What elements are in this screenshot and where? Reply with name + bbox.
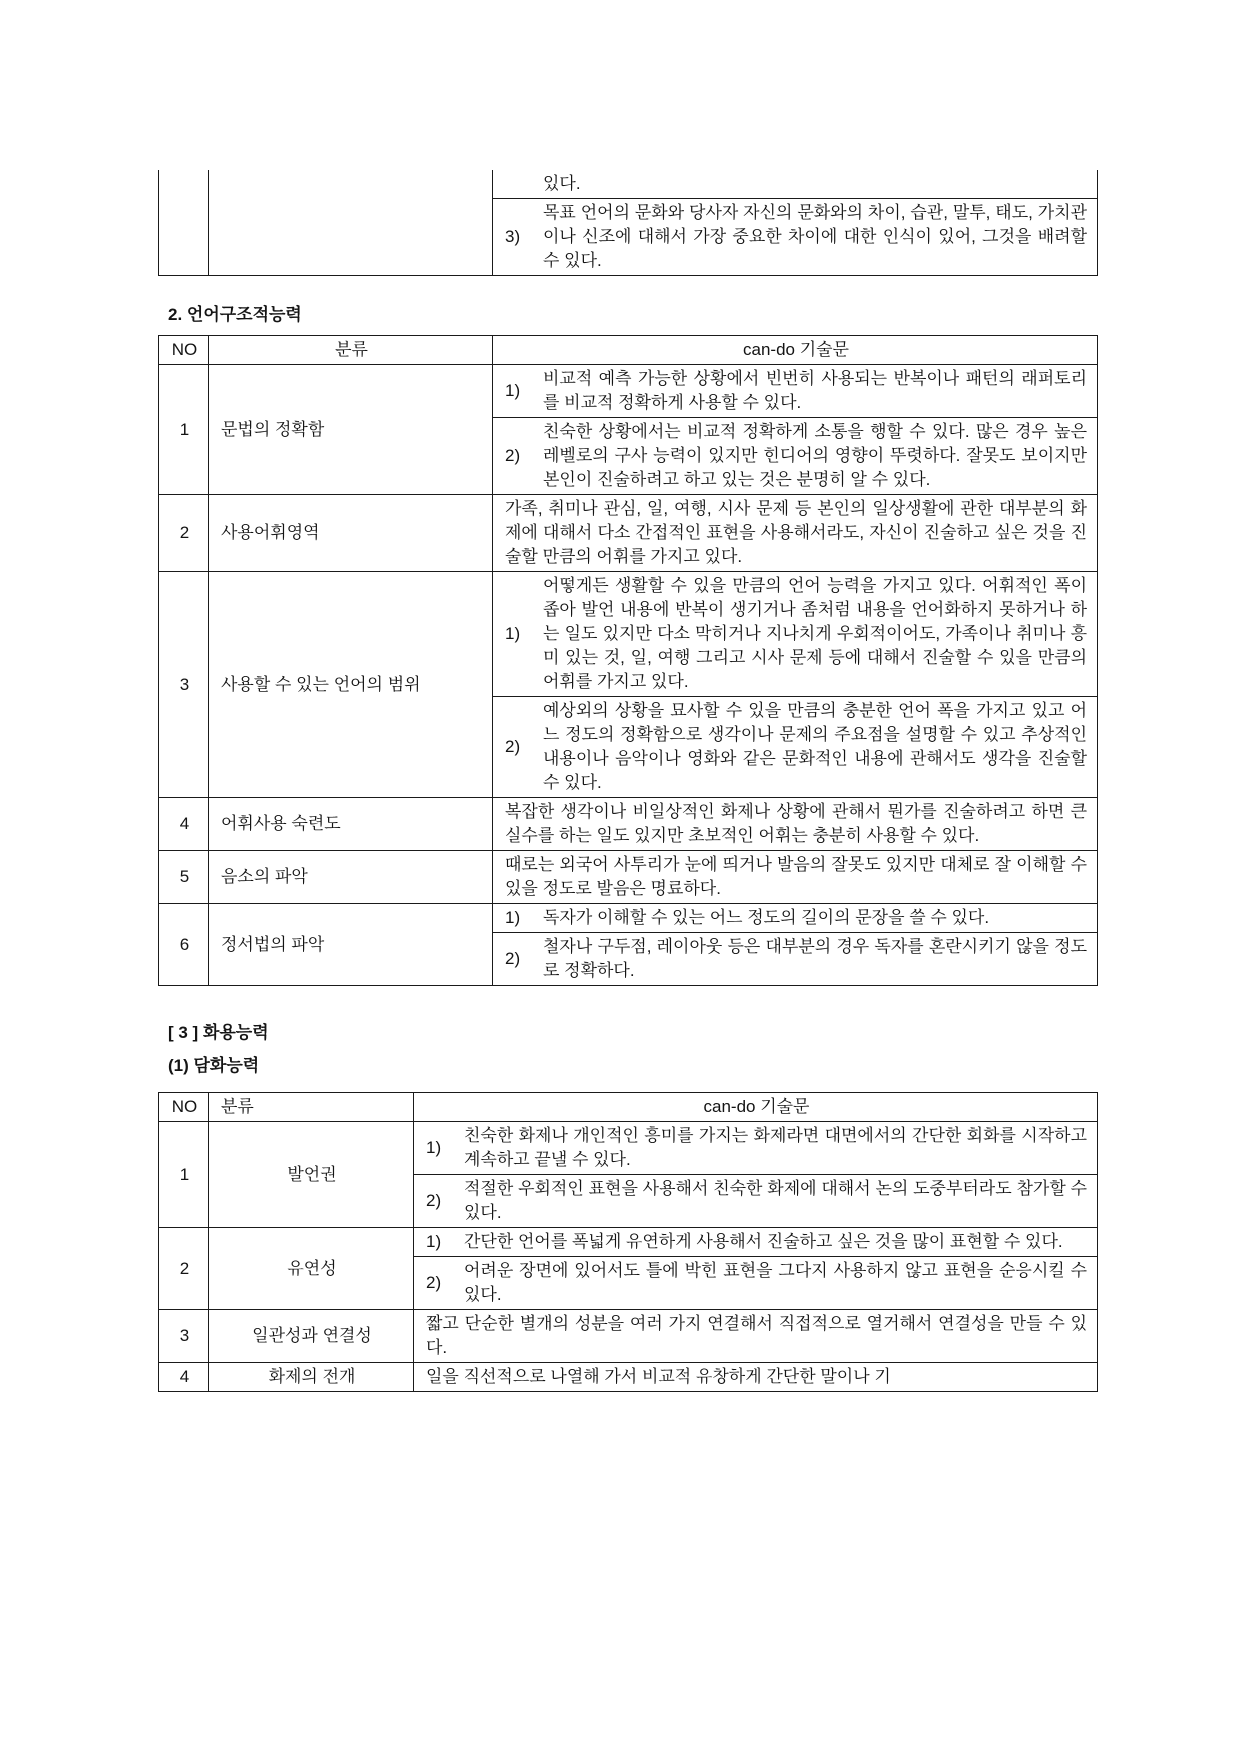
table-row: [159, 904, 1098, 933]
linguistic-structure-table: [158, 335, 1098, 986]
category-cell: 유연성: [209, 1228, 414, 1310]
table-row: [159, 851, 1098, 904]
cando-cell: [493, 933, 1098, 986]
row-number-cell: 5: [159, 851, 209, 904]
cando-cell: [414, 1363, 1098, 1392]
item-number: 2): [505, 446, 521, 465]
row-number-cell: 1: [159, 365, 209, 495]
table-row: [159, 495, 1098, 572]
category-cell: 음소의 파악: [209, 851, 493, 904]
cando-item: [505, 906, 1087, 930]
category-cell: 문법의 정확함: [209, 365, 493, 495]
cando-cell: [493, 418, 1098, 495]
cando-cell: [414, 1122, 1098, 1175]
top-margin: [158, 0, 1098, 170]
item-text: 독자가 이해할 수 있는 어느 정도의 길이의 문장을 쓸 수 있다.: [543, 908, 990, 927]
cando-cell: [493, 904, 1098, 933]
section-gap: [158, 276, 1098, 302]
table-row: [159, 798, 1098, 851]
item-text: 있다.: [543, 174, 581, 193]
cando-cell: [493, 697, 1098, 798]
cando-cell: [414, 1257, 1098, 1310]
column-header-cando: can-do 기술문: [493, 336, 1098, 365]
category-cell: [209, 170, 493, 276]
item-text: 때로는 외국어 사투리가 눈에 띄거나 발음의 잘못도 있지만 대체로 잘 이해할 수 있을 정도로 발음은 명료하다.: [505, 855, 1087, 898]
item-number: 1): [426, 1138, 442, 1157]
discourse-ability-table: [158, 1092, 1098, 1392]
item-text: 예상외의 상황을 묘사할 수 있을 만큼의 충분한 언어 폭을 가지고 있고 어느 정도의 정확함으로 생각이나 문제의 주요점을 설명할 수 있고 추상적인 내용이나 음악이나 영화와 같은 문화적인 내용에 관해서도 생각을 진술할 수 있다.: [543, 701, 1087, 792]
page-content: [158, 0, 1098, 1392]
item-text: 가족, 취미나 관심, 일, 여행, 시사 문제 등 본인의 일상생활에 관한 대부분의 화제에 대해서 다소 간접적인 표현을 사용해서라도, 자신이 진술하고 싶은 것을 진술할 만큼의 어휘를 가지고 있다.: [505, 499, 1087, 566]
cando-item: [505, 699, 1087, 795]
cando-cell: [414, 1175, 1098, 1228]
cando-cell: [493, 365, 1098, 418]
category-cell: 사용할 수 있는 언어의 범위: [209, 572, 493, 798]
category-cell: 발언권: [209, 1122, 414, 1228]
table-header-row: [159, 336, 1098, 365]
item-text: 짧고 단순한 별개의 성분을 여러 가지 연결해서 직접적으로 열거해서 연결성을 만들 수 있다.: [426, 1314, 1087, 1357]
column-header-no: NO: [159, 336, 209, 365]
row-number-cell: 1: [159, 1122, 209, 1228]
item-number: 1): [426, 1232, 442, 1251]
cando-item: [426, 1259, 1087, 1307]
section-title: [ 3 ] 화용능력: [168, 1023, 269, 1042]
cando-cell: [414, 1228, 1098, 1257]
row-number-cell: 4: [159, 1363, 209, 1392]
item-number: 2): [505, 949, 521, 968]
item-number: 2): [426, 1273, 442, 1292]
row-number-cell: 3: [159, 1310, 209, 1363]
row-number-cell: 3: [159, 572, 209, 798]
row-number-cell: 6: [159, 904, 209, 986]
column-header-cando: can-do 기술문: [414, 1093, 1098, 1122]
item-text: 비교적 예측 가능한 상황에서 빈번히 사용되는 반복이나 패턴의 래퍼토리를 비교적 정확하게 사용할 수 있다.: [543, 369, 1087, 412]
cando-item: [426, 1230, 1087, 1254]
cando-cell: [493, 851, 1098, 904]
cando-item: [505, 420, 1087, 492]
item-text: 친숙한 화제나 개인적인 흥미를 가지는 화제라면 대면에서의 간단한 회화를 시작하고 계속하고 끝낼 수 있다.: [464, 1126, 1087, 1169]
item-text: 일을 직선적으로 나열해 가서 비교적 유창하게 간단한 말이나 기: [426, 1367, 891, 1386]
category-cell: 정서법의 파악: [209, 904, 493, 986]
category-cell: 일관성과 연결성: [209, 1310, 414, 1363]
cando-cell: [414, 1310, 1098, 1363]
column-header-category: 분류: [209, 336, 493, 365]
row-number-cell: 4: [159, 798, 209, 851]
item-number: 3): [505, 227, 521, 246]
item-text: 복잡한 생각이나 비일상적인 화제나 상황에 관해서 뭔가를 진술하려고 하면 큰 실수를 하는 일도 있지만 초보적인 어휘는 충분히 사용할 수 있다.: [505, 802, 1087, 845]
cando-cell: [493, 495, 1098, 572]
item-number: 1): [505, 908, 521, 927]
item-text: 철자나 구두점, 레이아웃 등은 대부분의 경우 독자를 혼란시키기 않을 정도로 정확하다.: [543, 937, 1087, 980]
item-number: 1): [505, 381, 521, 400]
item-number: 2): [426, 1191, 442, 1210]
item-text: 어떻게든 생활할 수 있을 만큼의 언어 능력을 가지고 있다. 어휘적인 폭이 좁아 발언 내용에 반복이 생기거나 좀처럼 내용을 언어화하지 못하거나 하는 일도 있지만 다소 막히거나 지나치게 우회적이어도, 가족이나 취미나 흥미 있는 것, 일, 여행 그리고 시사 문제 등에 대해서 진술할 수 있을 만큼의 어휘를 가지고 있다.: [543, 576, 1087, 691]
cando-item: [426, 1124, 1087, 1172]
table-row: [159, 572, 1098, 697]
item-text: 어려운 장면에 있어서도 틀에 박힌 표현을 그다지 사용하지 않고 표현을 순응시킬 수 있다.: [464, 1261, 1087, 1304]
table-row: [159, 1310, 1098, 1363]
item-text: 친숙한 상황에서는 비교적 정확하게 소통을 행할 수 있다. 많은 경우 높은 레벨로의 구사 능력이 있지만 힌디어의 영향이 뚜렷하다. 잘못도 보이지만 본인이 진술하려고 하고 있는 것은 분명히 알 수 있다.: [543, 422, 1087, 489]
category-cell: 화제의 전개: [209, 1363, 414, 1392]
cando-item: [426, 1177, 1087, 1225]
cando-cell: [493, 572, 1098, 697]
item-number: 2): [505, 737, 521, 756]
item-text: 목표 언어의 문화와 당사자 자신의 문화와의 차이, 습관, 말투, 태도, 가치관이나 신조에 대해서 가장 중요한 차이에 대한 인식이 있어, 그것을 배려할 수 있다.: [543, 203, 1087, 270]
section-title: 2. 언어구조적능력: [168, 305, 302, 324]
cando-item: [505, 367, 1087, 415]
table-header-row: [159, 1093, 1098, 1122]
item-text: 적절한 우회적인 표현을 사용해서 친숙한 화제에 대해서 논의 도중부터라도 참가할 수 있다.: [464, 1179, 1087, 1222]
column-header-no: NO: [159, 1093, 209, 1122]
category-cell: 사용어휘영역: [209, 495, 493, 572]
cando-cell: [493, 798, 1098, 851]
section-gap: [158, 986, 1098, 1020]
subsection-title: (1) 담화능력: [168, 1056, 260, 1075]
cando-item: [505, 574, 1087, 694]
item-number: 1): [505, 624, 521, 643]
table-row: [159, 1122, 1098, 1175]
table-row: [159, 1363, 1098, 1392]
cando-item: [505, 935, 1087, 983]
item-text: 간단한 언어를 폭넓게 유연하게 사용해서 진술하고 싶은 것을 많이 표현할 수 있다.: [464, 1232, 1063, 1251]
cando-item: [505, 201, 1087, 273]
column-header-category: 분류: [209, 1093, 414, 1122]
row-number-cell: 2: [159, 1228, 209, 1310]
table-row: [159, 365, 1098, 418]
category-cell: 어휘사용 숙련도: [209, 798, 493, 851]
continuation-table: [158, 170, 1098, 276]
cando-cell: [493, 199, 1098, 276]
table-row: [159, 170, 1098, 199]
row-number-cell: [159, 170, 209, 276]
table-row: [159, 1228, 1098, 1257]
row-number-cell: 2: [159, 495, 209, 572]
cando-cell: [493, 170, 1098, 199]
